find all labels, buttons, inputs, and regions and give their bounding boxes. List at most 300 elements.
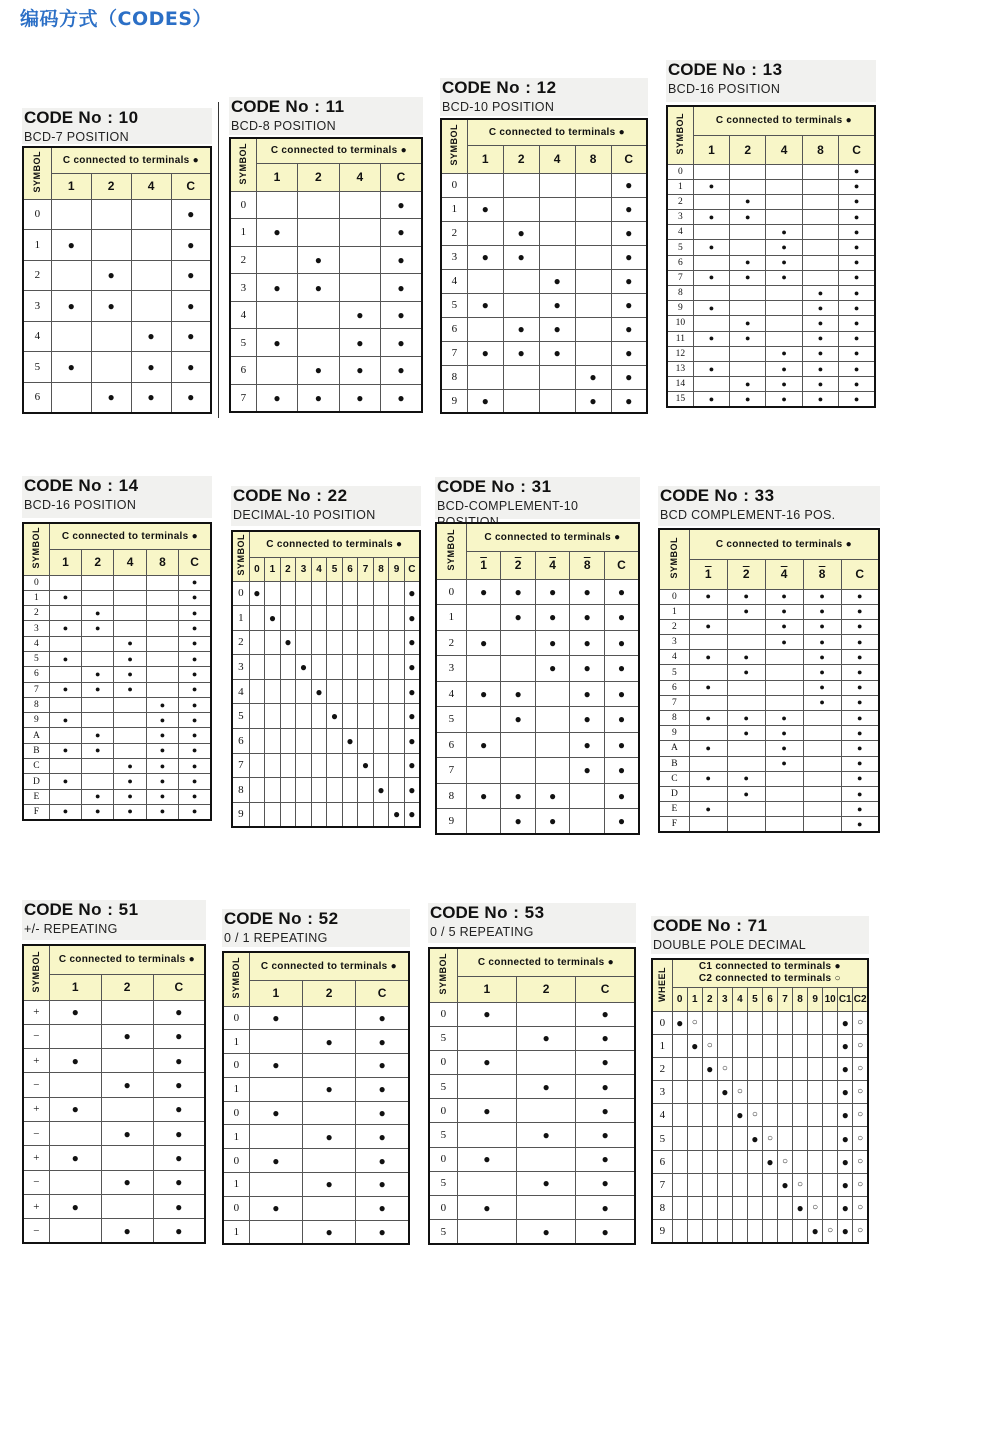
empty-cell bbox=[693, 255, 729, 270]
row-symbol: 6 bbox=[659, 680, 689, 695]
table-row bbox=[429, 1026, 635, 1050]
symbol-header-label: SYMBOL bbox=[238, 142, 249, 185]
terminal-header: 2 bbox=[503, 145, 539, 173]
row-symbol: − bbox=[23, 1121, 49, 1145]
row-symbol: 7 bbox=[652, 1173, 672, 1196]
empty-cell bbox=[358, 778, 374, 803]
symbol-header bbox=[232, 531, 249, 581]
empty-cell bbox=[778, 1081, 793, 1104]
symbol-header-label: SYMBOL bbox=[669, 537, 680, 579]
terminal-header: 2 bbox=[298, 163, 339, 191]
empty-cell bbox=[765, 771, 803, 786]
row-symbol: 5 bbox=[429, 1220, 457, 1244]
empty-cell bbox=[265, 679, 281, 704]
contact-dot: ● bbox=[356, 1077, 409, 1101]
table-row bbox=[652, 1173, 868, 1196]
empty-cell bbox=[114, 575, 146, 590]
code-label: CODE bbox=[233, 486, 283, 505]
row-symbol: 3 bbox=[441, 245, 467, 269]
table-row bbox=[436, 783, 639, 809]
contact-hollow-dot: ○ bbox=[823, 1220, 838, 1243]
table-row bbox=[23, 789, 211, 804]
contact-dot: ● bbox=[381, 274, 422, 302]
contact-dot: ● bbox=[146, 728, 178, 743]
contact-dot: ● bbox=[539, 269, 575, 293]
table-row bbox=[230, 301, 422, 329]
code-subtitle: 0 / 1 REPEATING bbox=[224, 931, 328, 945]
symbol-header bbox=[23, 945, 49, 1000]
connection-legend: C connected to terminals ● bbox=[256, 138, 422, 163]
contact-dot: ● bbox=[82, 682, 114, 697]
terminal-header: 0 bbox=[672, 987, 687, 1011]
contact-dot: ● bbox=[381, 329, 422, 357]
row-symbol: 5 bbox=[441, 293, 467, 317]
empty-cell bbox=[672, 1034, 687, 1057]
table-row bbox=[441, 197, 647, 221]
empty-cell bbox=[389, 581, 405, 606]
empty-cell bbox=[747, 1173, 762, 1196]
contact-dot: ● bbox=[131, 382, 171, 413]
row-symbol: E bbox=[23, 789, 49, 804]
empty-cell bbox=[803, 786, 841, 801]
row-symbol: 4 bbox=[441, 269, 467, 293]
code-table bbox=[666, 105, 876, 408]
empty-cell bbox=[342, 753, 358, 778]
contact-dot: ● bbox=[762, 1150, 777, 1173]
table-row bbox=[667, 255, 875, 270]
contact-dot: ● bbox=[575, 365, 611, 389]
table-row bbox=[441, 221, 647, 245]
contact-dot: ● bbox=[689, 771, 727, 786]
empty-cell bbox=[389, 704, 405, 729]
empty-cell bbox=[762, 1104, 777, 1127]
table-row bbox=[23, 1049, 205, 1073]
table-row bbox=[223, 1220, 409, 1244]
contact-dot: ● bbox=[611, 317, 647, 341]
row-symbol: E bbox=[659, 802, 689, 817]
contact-dot: ● bbox=[303, 1125, 356, 1149]
empty-cell bbox=[389, 753, 405, 778]
contact-dot: ● bbox=[570, 630, 605, 656]
empty-cell bbox=[256, 301, 297, 329]
empty-cell bbox=[793, 1220, 808, 1243]
contact-dot: ● bbox=[727, 711, 765, 726]
empty-cell bbox=[517, 1147, 576, 1171]
table-row bbox=[23, 682, 211, 697]
empty-cell bbox=[766, 331, 802, 346]
symbol-header-label: SYMBOL bbox=[31, 950, 42, 993]
empty-cell bbox=[808, 1011, 823, 1034]
empty-cell bbox=[732, 1057, 747, 1080]
empty-cell bbox=[802, 164, 838, 179]
contact-dot: ● bbox=[51, 352, 91, 383]
terminal-header: 1 bbox=[467, 145, 503, 173]
row-symbol: + bbox=[23, 1049, 49, 1073]
contact-dot: ● bbox=[466, 732, 501, 758]
empty-cell bbox=[311, 606, 327, 631]
empty-cell bbox=[687, 1104, 702, 1127]
empty-cell bbox=[146, 651, 178, 666]
terminal-header: C bbox=[404, 557, 420, 581]
row-symbol: 5 bbox=[429, 1075, 457, 1099]
table-row bbox=[441, 245, 647, 269]
contact-dot: ● bbox=[841, 650, 879, 665]
contact-dot: ● bbox=[179, 590, 211, 605]
contact-dot: ● bbox=[611, 365, 647, 389]
code-table bbox=[222, 951, 410, 1245]
row-symbol: 5 bbox=[429, 1026, 457, 1050]
empty-cell bbox=[672, 1150, 687, 1173]
empty-cell bbox=[693, 164, 729, 179]
empty-cell bbox=[327, 679, 343, 704]
contact-dot: ● bbox=[303, 1030, 356, 1054]
contact-dot: ● bbox=[146, 697, 178, 712]
terminal-header: C bbox=[839, 135, 875, 164]
contact-dot: ● bbox=[765, 741, 803, 756]
contact-dot: ● bbox=[604, 630, 639, 656]
empty-cell bbox=[672, 1081, 687, 1104]
code-number: No : 53 bbox=[479, 903, 545, 922]
code-title bbox=[224, 909, 410, 929]
code-heading bbox=[666, 60, 876, 102]
empty-cell bbox=[101, 1049, 153, 1073]
table-row bbox=[23, 590, 211, 605]
empty-cell bbox=[466, 656, 501, 682]
row-symbol: C bbox=[659, 771, 689, 786]
contact-dot: ● bbox=[114, 651, 146, 666]
contact-dot: ● bbox=[838, 1150, 853, 1173]
terminal-header: 2 bbox=[727, 559, 765, 589]
empty-cell bbox=[730, 225, 766, 240]
row-symbol: 0 bbox=[223, 1006, 249, 1030]
contact-dot: ● bbox=[171, 199, 211, 230]
empty-cell bbox=[146, 682, 178, 697]
contact-dot: ● bbox=[730, 377, 766, 392]
contact-dot: ● bbox=[179, 667, 211, 682]
terminal-header: C bbox=[841, 559, 879, 589]
row-symbol: 1 bbox=[441, 197, 467, 221]
empty-cell bbox=[298, 329, 339, 357]
empty-cell bbox=[49, 606, 81, 621]
contact-dot: ● bbox=[730, 210, 766, 225]
empty-cell bbox=[672, 1197, 687, 1220]
empty-cell bbox=[131, 199, 171, 230]
contact-dot: ● bbox=[766, 377, 802, 392]
table-row bbox=[232, 778, 420, 803]
contact-dot: ● bbox=[404, 802, 420, 827]
empty-cell bbox=[457, 1220, 516, 1244]
empty-cell bbox=[747, 1081, 762, 1104]
empty-cell bbox=[389, 655, 405, 680]
contact-dot: ● bbox=[339, 357, 380, 385]
code-title bbox=[668, 60, 876, 80]
contact-dot: ● bbox=[689, 711, 727, 726]
empty-cell bbox=[823, 1034, 838, 1057]
empty-cell bbox=[693, 286, 729, 301]
contact-dot: ● bbox=[457, 1196, 516, 1220]
contact-dot: ● bbox=[841, 817, 879, 832]
table-row bbox=[667, 225, 875, 240]
table-row bbox=[223, 1101, 409, 1125]
contact-dot: ● bbox=[179, 789, 211, 804]
terminal-header: 4 bbox=[539, 145, 575, 173]
contact-dot: ● bbox=[839, 361, 875, 376]
contact-dot: ● bbox=[802, 286, 838, 301]
contact-dot: ● bbox=[765, 756, 803, 771]
contact-dot: ● bbox=[356, 1196, 409, 1220]
row-symbol: 3 bbox=[436, 656, 466, 682]
contact-dot: ● bbox=[693, 301, 729, 316]
contact-dot: ● bbox=[693, 210, 729, 225]
empty-cell bbox=[280, 606, 296, 631]
empty-cell bbox=[575, 173, 611, 197]
terminal-header: 4 bbox=[765, 559, 803, 589]
empty-cell bbox=[765, 680, 803, 695]
empty-cell bbox=[82, 774, 114, 789]
empty-cell bbox=[466, 809, 501, 835]
connection-legend: C connected to terminals ● bbox=[466, 523, 639, 551]
empty-cell bbox=[803, 711, 841, 726]
contact-dot: ● bbox=[765, 635, 803, 650]
contact-dot: ● bbox=[839, 164, 875, 179]
empty-cell bbox=[766, 316, 802, 331]
contact-dot: ● bbox=[730, 194, 766, 209]
contact-dot: ● bbox=[802, 361, 838, 376]
table-row bbox=[667, 164, 875, 179]
empty-cell bbox=[575, 317, 611, 341]
code-label: CODE bbox=[437, 477, 487, 496]
empty-cell bbox=[717, 1127, 732, 1150]
table-row bbox=[223, 1125, 409, 1149]
code-number: No : 31 bbox=[486, 477, 552, 496]
terminal-header: 8 bbox=[373, 557, 389, 581]
contact-dot: ● bbox=[501, 681, 536, 707]
empty-cell bbox=[808, 1034, 823, 1057]
empty-cell bbox=[687, 1173, 702, 1196]
row-symbol: 5 bbox=[667, 240, 693, 255]
contact-dot: ● bbox=[689, 680, 727, 695]
terminal-header: 2 bbox=[702, 987, 717, 1011]
empty-cell bbox=[778, 1197, 793, 1220]
code-title bbox=[442, 78, 648, 98]
code-number: No : 71 bbox=[702, 916, 768, 935]
empty-cell bbox=[82, 713, 114, 728]
empty-cell bbox=[249, 606, 265, 631]
contact-hollow-dot: ○ bbox=[808, 1197, 823, 1220]
code-subtitle: 0 / 5 REPEATING bbox=[430, 925, 534, 939]
empty-cell bbox=[373, 630, 389, 655]
row-symbol: 5 bbox=[23, 651, 49, 666]
empty-cell bbox=[296, 802, 312, 827]
code-title bbox=[660, 486, 880, 506]
table-row bbox=[230, 357, 422, 385]
connection-legend: C connected to terminals ● bbox=[457, 948, 635, 976]
contact-dot: ● bbox=[838, 1197, 853, 1220]
empty-cell bbox=[339, 274, 380, 302]
table-row bbox=[441, 341, 647, 365]
table-row bbox=[23, 382, 211, 413]
contact-hollow-dot: ○ bbox=[853, 1034, 868, 1057]
contact-dot: ● bbox=[114, 804, 146, 819]
table-row bbox=[232, 679, 420, 704]
empty-cell bbox=[503, 197, 539, 221]
empty-cell bbox=[793, 1011, 808, 1034]
contact-dot: ● bbox=[611, 197, 647, 221]
empty-cell bbox=[535, 758, 570, 784]
row-symbol: 10 bbox=[667, 316, 693, 331]
empty-cell bbox=[146, 606, 178, 621]
empty-cell bbox=[82, 636, 114, 651]
empty-cell bbox=[823, 1173, 838, 1196]
code-subtitle: +/- REPEATING bbox=[24, 922, 118, 936]
empty-cell bbox=[517, 1196, 576, 1220]
code-table bbox=[22, 944, 206, 1244]
contact-dot: ● bbox=[82, 789, 114, 804]
contact-dot: ● bbox=[179, 606, 211, 621]
contact-dot: ● bbox=[802, 301, 838, 316]
contact-dot: ● bbox=[517, 1075, 576, 1099]
row-symbol: B bbox=[659, 756, 689, 771]
empty-cell bbox=[501, 758, 536, 784]
empty-cell bbox=[298, 191, 339, 219]
connection-legend: C connected to terminals ● bbox=[249, 531, 420, 557]
terminal-header: 6 bbox=[342, 557, 358, 581]
table-row bbox=[652, 1220, 868, 1243]
contact-dot: ● bbox=[49, 1000, 101, 1024]
row-symbol: F bbox=[23, 804, 49, 819]
symbol-header bbox=[667, 106, 693, 164]
row-symbol: 4 bbox=[652, 1104, 672, 1127]
empty-cell bbox=[747, 1034, 762, 1057]
empty-cell bbox=[517, 1002, 576, 1026]
empty-cell bbox=[51, 199, 91, 230]
table-row bbox=[667, 346, 875, 361]
contact-dot: ● bbox=[114, 636, 146, 651]
row-symbol: 3 bbox=[652, 1081, 672, 1104]
row-symbol: + bbox=[23, 1000, 49, 1024]
contact-dot: ● bbox=[576, 1147, 635, 1171]
empty-cell bbox=[358, 802, 374, 827]
contact-dot: ● bbox=[730, 316, 766, 331]
contact-dot: ● bbox=[570, 681, 605, 707]
empty-cell bbox=[373, 704, 389, 729]
code-label: CODE bbox=[224, 909, 274, 928]
contact-dot: ● bbox=[570, 707, 605, 733]
empty-cell bbox=[702, 1220, 717, 1243]
table-row bbox=[652, 1150, 868, 1173]
code-subtitle: BCD COMPLEMENT-16 POS. bbox=[660, 508, 836, 522]
contact-dot: ● bbox=[49, 1146, 101, 1170]
code-heading bbox=[440, 78, 648, 116]
contact-dot: ● bbox=[841, 711, 879, 726]
row-symbol: 9 bbox=[652, 1220, 672, 1243]
row-symbol: 13 bbox=[667, 361, 693, 376]
empty-cell bbox=[327, 802, 343, 827]
contact-dot: ● bbox=[604, 783, 639, 809]
code-number: No : 51 bbox=[73, 900, 139, 919]
contact-dot: ● bbox=[839, 331, 875, 346]
empty-cell bbox=[114, 713, 146, 728]
contact-dot: ● bbox=[839, 225, 875, 240]
contact-dot: ● bbox=[114, 667, 146, 682]
contact-hollow-dot: ○ bbox=[853, 1011, 868, 1034]
table-row bbox=[667, 179, 875, 194]
contact-dot: ● bbox=[765, 619, 803, 634]
empty-cell bbox=[298, 219, 339, 247]
table-row bbox=[436, 605, 639, 631]
table-row bbox=[232, 753, 420, 778]
empty-cell bbox=[114, 743, 146, 758]
empty-cell bbox=[373, 606, 389, 631]
contact-dot: ● bbox=[717, 1081, 732, 1104]
table-row bbox=[23, 1097, 205, 1121]
empty-cell bbox=[296, 679, 312, 704]
row-symbol: 2 bbox=[23, 606, 49, 621]
empty-cell bbox=[672, 1104, 687, 1127]
empty-cell bbox=[766, 179, 802, 194]
connection-legend: C connected to terminals ● bbox=[51, 147, 211, 173]
table-row bbox=[23, 804, 211, 819]
contact-dot: ● bbox=[611, 221, 647, 245]
contact-dot: ● bbox=[841, 619, 879, 634]
contact-dot: ● bbox=[672, 1011, 687, 1034]
contact-dot: ● bbox=[381, 219, 422, 247]
contact-dot: ● bbox=[693, 331, 729, 346]
table-row bbox=[436, 656, 639, 682]
row-symbol: 5 bbox=[429, 1171, 457, 1195]
row-symbol: 6 bbox=[436, 732, 466, 758]
table-row bbox=[23, 667, 211, 682]
contact-dot: ● bbox=[693, 270, 729, 285]
empty-cell bbox=[765, 695, 803, 710]
empty-cell bbox=[727, 817, 765, 832]
empty-cell bbox=[249, 630, 265, 655]
empty-cell bbox=[778, 1220, 793, 1243]
empty-cell bbox=[358, 729, 374, 754]
contact-dot: ● bbox=[114, 774, 146, 789]
empty-cell bbox=[82, 590, 114, 605]
empty-cell bbox=[732, 1127, 747, 1150]
code-subtitle: BCD-16 POSITION bbox=[24, 498, 137, 512]
row-symbol: 7 bbox=[23, 682, 49, 697]
contact-dot: ● bbox=[730, 270, 766, 285]
symbol-header bbox=[441, 119, 467, 173]
empty-cell bbox=[501, 630, 536, 656]
contact-dot: ● bbox=[517, 1026, 576, 1050]
empty-cell bbox=[823, 1011, 838, 1034]
table-row bbox=[23, 1121, 205, 1145]
terminal-header: C1 bbox=[838, 987, 853, 1011]
code-heading bbox=[435, 477, 640, 519]
contact-dot: ● bbox=[727, 726, 765, 741]
legend-line-c2: C2 connected to terminals ○ bbox=[698, 973, 841, 985]
empty-cell bbox=[296, 581, 312, 606]
empty-cell bbox=[280, 753, 296, 778]
empty-cell bbox=[249, 753, 265, 778]
row-symbol: 0 bbox=[23, 575, 49, 590]
empty-cell bbox=[503, 269, 539, 293]
table-row bbox=[652, 1127, 868, 1150]
empty-cell bbox=[373, 655, 389, 680]
row-symbol: 6 bbox=[23, 667, 49, 682]
empty-cell bbox=[91, 230, 131, 261]
row-symbol: 5 bbox=[232, 704, 249, 729]
empty-cell bbox=[762, 1034, 777, 1057]
empty-cell bbox=[457, 1075, 516, 1099]
code-subtitle: DECIMAL-10 POSITION bbox=[233, 508, 376, 522]
empty-cell bbox=[823, 1150, 838, 1173]
empty-cell bbox=[575, 245, 611, 269]
